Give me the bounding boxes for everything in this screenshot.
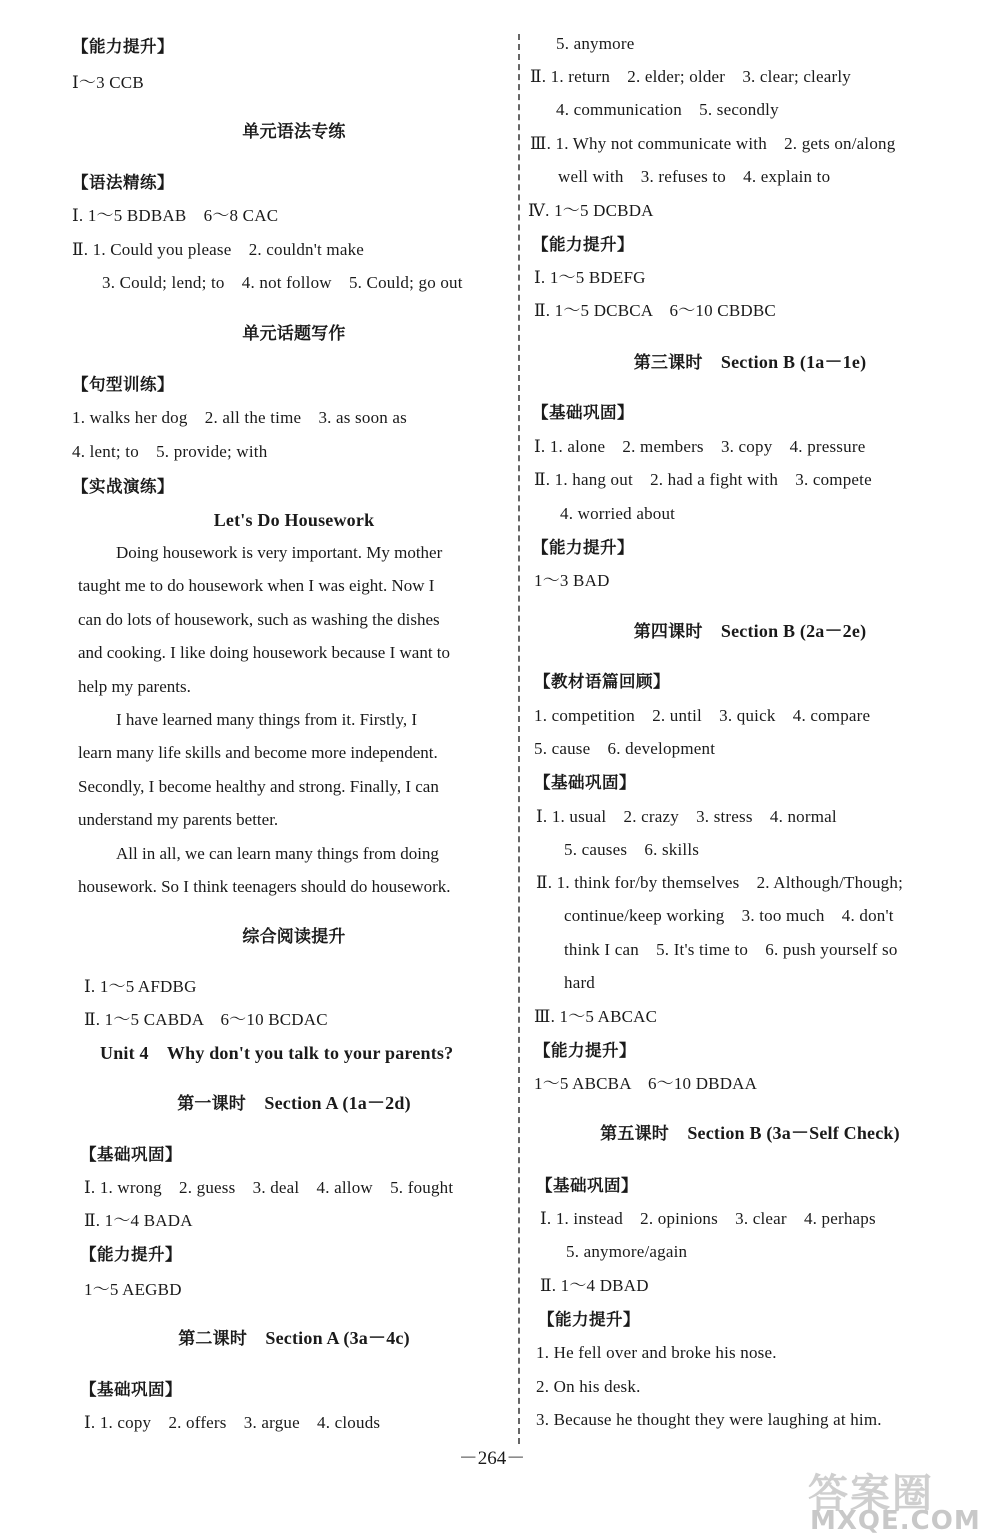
essay-line: housework. So I think teenagers should do housework. — [78, 877, 451, 897]
section-label: 【能力提升】 — [532, 538, 634, 557]
essay-line: I have learned many things from it. Firstly, I — [116, 710, 418, 729]
essay-paragraph-2 — [78, 703, 514, 837]
section-label: 【能力提升】 — [534, 1041, 636, 1060]
section-heading: 综合阅读提升 — [242, 927, 346, 947]
answer-line: Ⅰ. 1. copy 2. offers 3. argue 4. clouds — [84, 1413, 381, 1432]
section-label: 【基础巩固】 — [534, 773, 636, 792]
essay-paragraph-3 — [78, 837, 514, 904]
answer-line: Ⅰ. 1～5 AFDBG — [84, 977, 197, 996]
answer-line: 5. anymore — [556, 34, 635, 53]
unit-title: Unit 4 Why don't you talk to your parents? — [100, 1043, 454, 1063]
section-label: 【基础巩固】 — [532, 403, 634, 422]
answer-line: Ⅱ. 1～5 DCBCA 6～10 CBDBC — [534, 301, 776, 320]
watermark-text-cn: 答案圈 — [808, 1471, 934, 1517]
answer-line: Ⅲ. 1. Why not communicate with 2. gets on/along — [530, 134, 896, 153]
lesson-number: 第二课时 — [178, 1329, 248, 1349]
answer-line: Ⅰ. 1～5 BDBAB 6～8 CAC — [72, 206, 279, 225]
answer-line: Ⅰ. 1. usual 2. crazy 3. stress 4. normal — [536, 807, 837, 826]
answer-line: Ⅲ. 1～5 ABCAC — [534, 1007, 658, 1026]
section-label: 【教材语篇回顾】 — [534, 672, 670, 691]
answer-line: Ⅰ. 1. alone 2. members 3. copy 4. pressure — [534, 437, 866, 456]
answer-line: Ⅱ. 1. think for/by themselves 2. Although/Though; — [536, 873, 903, 892]
answer-line: Ⅱ. 1. hang out 2. had a fight with 3. compete — [534, 470, 872, 489]
answer-line: Ⅰ. 1. wrong 2. guess 3. deal 4. allow 5. fought — [84, 1178, 454, 1197]
answer-line: 1～3 BAD — [534, 571, 610, 590]
answer-line: 2. On his desk. — [536, 1377, 641, 1396]
section-label: 【语法精练】 — [72, 173, 174, 192]
section-label: 【句型训练】 — [72, 375, 174, 394]
essay-line: All in all, we can learn many things from doing — [116, 844, 439, 863]
section-label: 【能力提升】 — [72, 37, 174, 56]
answer-line: Ⅳ. 1～5 DCBDA — [528, 201, 654, 220]
lesson-section: Section B (3a－Self Check) — [687, 1123, 900, 1143]
lesson-section: Section A (1a－2d) — [264, 1093, 411, 1113]
lesson-number: 第四课时 — [633, 622, 703, 642]
lesson-number: 第一课时 — [177, 1094, 247, 1114]
answer-line: 4. communication 5. secondly — [556, 100, 779, 119]
answer-line: well with 3. refuses to 4. explain to — [558, 167, 831, 186]
answer-line: Ⅱ. 1. return 2. elder; older 3. clear; clearly — [530, 67, 851, 86]
section-label: 【基础巩固】 — [80, 1145, 182, 1164]
answer-line: 1. walks her dog 2. all the time 3. as soon as — [72, 408, 407, 427]
section-label: 【能力提升】 — [532, 235, 634, 254]
section-heading: 单元语法专练 — [242, 122, 346, 142]
answer-line: continue/keep working 3. too much 4. don't — [564, 906, 894, 925]
essay-line: can do lots of housework, such as washing the dishes — [78, 609, 440, 629]
answer-line: 1～5 AEGBD — [84, 1280, 182, 1299]
watermark-text-en: MXQE.COM — [810, 1506, 981, 1536]
answer-line: Ⅱ. 1～4 BADA — [84, 1211, 193, 1230]
answer-line: 3. Because he thought they were laughing at him. — [536, 1410, 882, 1429]
essay-title: Let's Do Housework — [213, 510, 375, 530]
answer-line: 1. He fell over and broke his nose. — [536, 1343, 777, 1362]
essay-line: understand my parents better. — [78, 810, 279, 830]
answer-line: Ⅰ. 1～5 BDEFG — [534, 268, 646, 287]
answer-line: Ⅱ. 1～4 DBAD — [540, 1276, 649, 1295]
essay-line: learn many life skills and become more independent. — [78, 743, 438, 763]
answer-line: 5. causes 6. skills — [564, 840, 700, 859]
lesson-section: Section B (1a－1e) — [720, 352, 867, 372]
answer-line: 1. competition 2. until 3. quick 4. compare — [534, 706, 871, 725]
essay-line: and cooking. I like doing housework because I want to — [78, 643, 451, 663]
answer-line: 3. Could; lend; to 4. not follow 5. Could; go out — [102, 273, 463, 292]
essay-line: taught me to do housework when I was eight. Now I — [78, 576, 435, 596]
lesson-section: Section A (3a－4c) — [265, 1328, 410, 1348]
lesson-heading — [72, 1092, 516, 1115]
section-label: 【基础巩固】 — [536, 1176, 638, 1195]
lesson-heading — [528, 620, 972, 643]
section-label: 【能力提升】 — [538, 1310, 640, 1329]
section-label: 【基础巩固】 — [80, 1380, 182, 1399]
essay-line: Doing housework is very important. My mother — [116, 543, 443, 562]
section-label: 【能力提升】 — [80, 1245, 182, 1264]
answer-line: Ⅰ～3 CCB — [72, 73, 144, 92]
lesson-heading — [528, 1122, 972, 1145]
section-heading: 单元话题写作 — [242, 324, 346, 344]
essay-line: help my parents. — [78, 676, 191, 696]
lesson-heading — [528, 351, 972, 374]
answer-line: 5. cause 6. development — [534, 739, 716, 758]
answer-line: hard — [564, 973, 596, 992]
answer-line: 1～5 ABCBA 6～10 DBDAA — [534, 1074, 758, 1093]
section-label: 【实战演练】 — [72, 477, 174, 496]
watermark-logo — [808, 1471, 981, 1536]
lesson-number: 第三课时 — [633, 353, 703, 373]
lesson-number: 第五课时 — [600, 1124, 669, 1144]
answer-line: 4. lent; to 5. provide; with — [72, 442, 268, 461]
column-divider — [518, 34, 520, 1444]
essay-paragraph-1 — [78, 536, 514, 703]
answer-line: think I can 5. It's time to 6. push yourself so — [564, 940, 898, 959]
answer-line: 4. worried about — [560, 504, 676, 523]
answer-line: 5. anymore/again — [566, 1242, 688, 1261]
page-number: －264－ — [458, 1448, 526, 1469]
essay-line: Secondly, I become healthy and strong. Finally, I can — [78, 776, 439, 796]
answer-line: Ⅱ. 1. Could you please 2. couldn't make — [72, 240, 365, 259]
lesson-section: Section B (2a－2e) — [720, 621, 867, 641]
lesson-heading — [72, 1327, 516, 1350]
answer-line: Ⅰ. 1. instead 2. opinions 3. clear 4. perhaps — [540, 1209, 876, 1228]
answer-line: Ⅱ. 1～5 CABDA 6～10 BCDAC — [84, 1010, 328, 1029]
